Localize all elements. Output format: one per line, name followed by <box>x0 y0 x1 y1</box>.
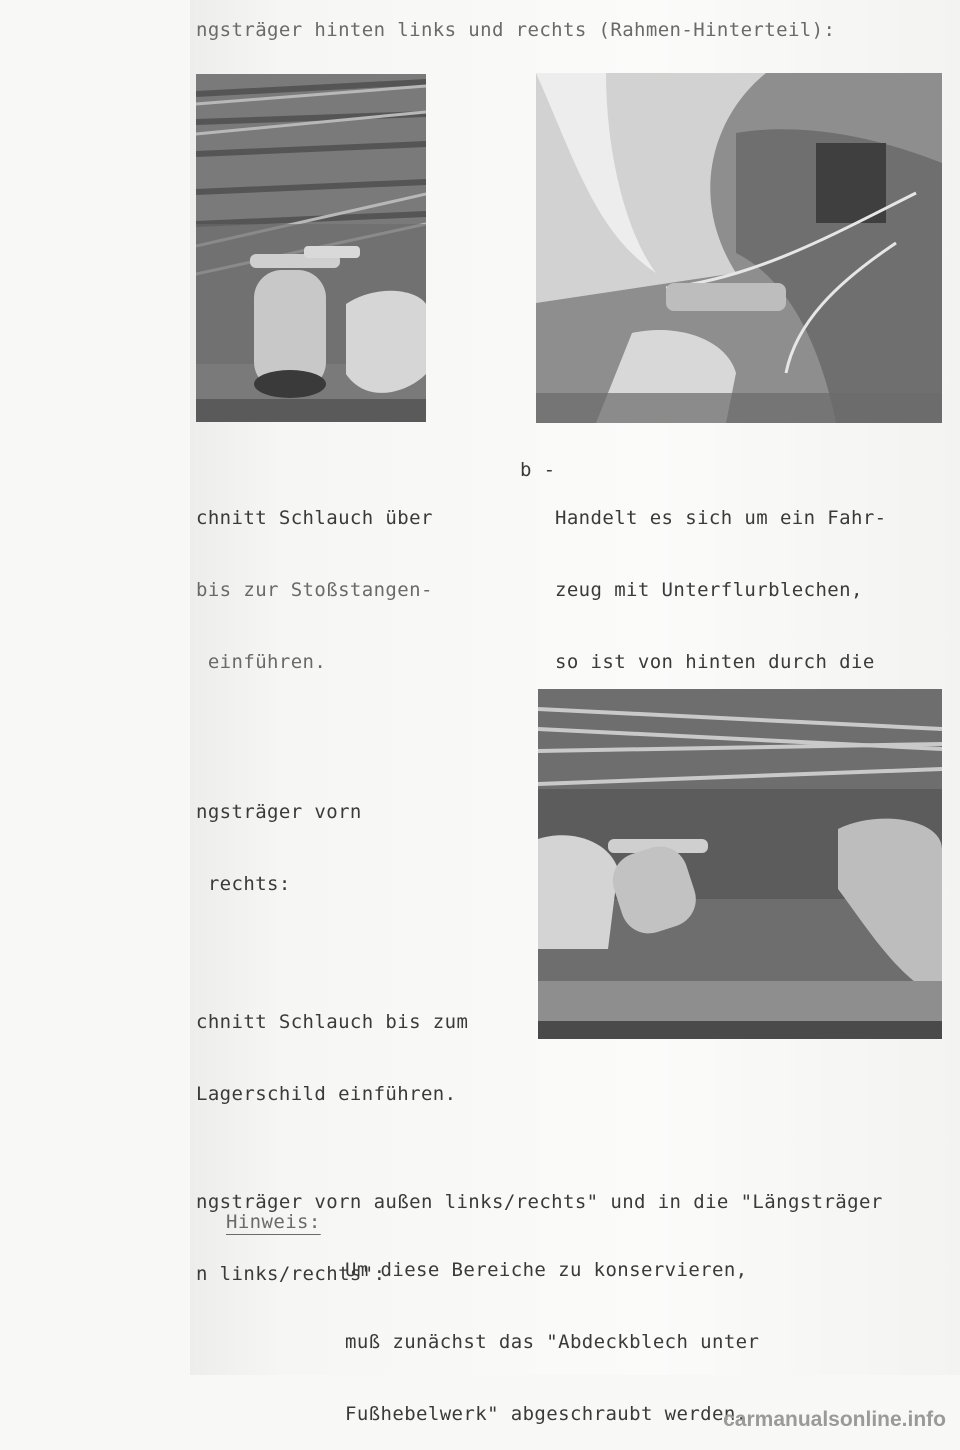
section-heading-line: ngsträger vorn <box>196 801 362 823</box>
step-a-line: chnitt Schlauch über <box>196 507 433 529</box>
section-heading-front <box>196 752 362 920</box>
step-front-line: chnitt Schlauch bis zum <box>196 1011 469 1033</box>
step-b-line: Handelt es sich um ein Fahr- <box>555 507 887 529</box>
section-heading-rear: ngsträger hinten links und rechts (Rahmen-Hinterteil): <box>196 19 836 41</box>
section-text-line: n links/rechts": <box>196 1263 386 1285</box>
step-a-line: bis zur Stoßstangen- <box>196 579 433 601</box>
photo-spray-can-rear <box>196 74 426 422</box>
photo-nozzle-wheel-arch <box>536 73 942 423</box>
step-b-line: zeug mit Unterflurblechen, <box>555 579 863 601</box>
step-b-line: so ist von hinten durch die <box>555 651 875 673</box>
step-front-line: Lagerschild einführen. <box>196 1083 457 1105</box>
hint-label: Hinweis: <box>226 1211 321 1233</box>
section-text-line: ngsträger vorn außen links/rechts" und in die "Längsträger <box>196 1191 883 1213</box>
watermark[interactable]: carmanualsonline.info <box>723 1408 946 1431</box>
section-heading-line: rechts: <box>196 873 291 895</box>
hint-line: muß zunächst das "Abdeckblech unter <box>345 1331 760 1353</box>
step-front-text <box>196 962 468 1130</box>
step-b-marker: b - <box>520 459 556 481</box>
step-a-line: einführen. <box>196 651 327 673</box>
hint-line: Fußhebelwerk" abgeschraubt werden. <box>345 1403 748 1425</box>
step-a-text <box>196 458 433 698</box>
hint-line: Um diese Bereiche zu konservieren, <box>345 1259 748 1281</box>
photo-spray-can-front <box>538 689 942 1039</box>
